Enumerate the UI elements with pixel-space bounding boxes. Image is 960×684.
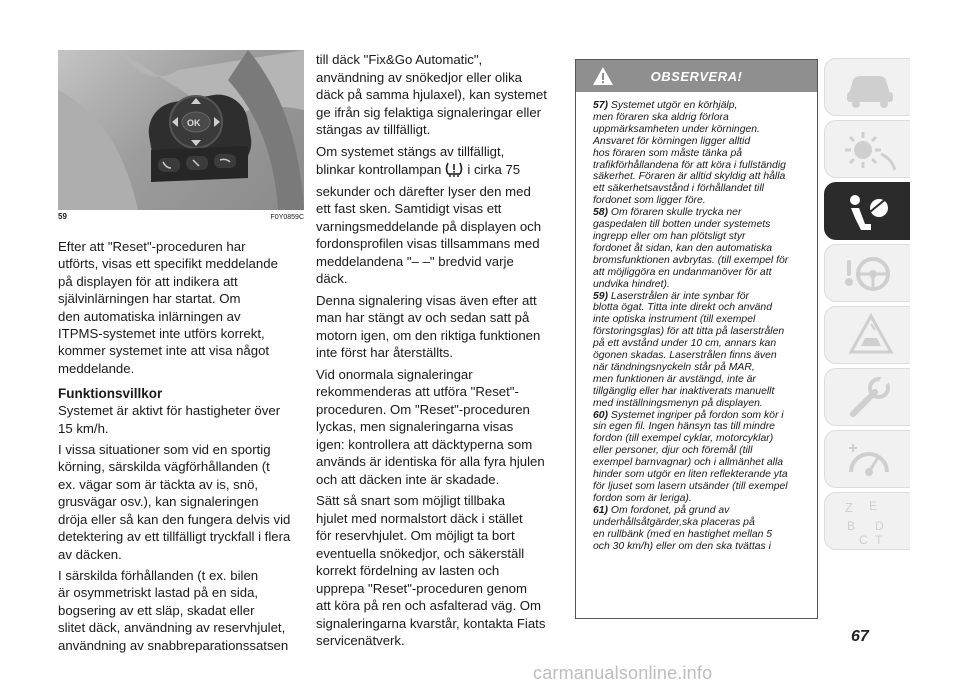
nav-tab-starting[interactable] [824,244,910,302]
note-line: hos föraren som måste tänka på [593,147,743,159]
text-line: är osymmetriskt lastad på en sida, [58,585,259,601]
text-line: för reservhjulet. Om möjligt ta bort [316,528,515,543]
text-line: signaleringarna kvarstår, kontakta Fiats [316,615,546,631]
note-59 [593,291,817,410]
note-line: fordon som är leriga). [593,492,692,504]
note-number: 61) [593,504,609,516]
note-line: en rullbänk (med en hastighet mellan 5 [593,528,773,540]
text-fragment: i cirka 75 [467,162,521,177]
index-letter: C [859,533,868,547]
text-line: på displayen för att indikera att [58,273,238,289]
nav-tab-emergency[interactable] [824,306,910,364]
steering-wheel-controls-photo [58,50,304,210]
note-line: sin egen fil. Ingen hänsyn tas till mindre [593,421,775,433]
note-line: ett säkerhetsavstånd i förhållandet till [593,183,764,195]
text-line-with-icon [316,161,564,182]
text-line: ex. vägar som är täckta av is, snö, [58,476,259,492]
notes-body [576,92,817,552]
note-line: hinder som utgör en liten reflekterande yta [593,469,788,481]
note-line: på ett avstånd under 10 cm, annars kan [593,338,777,350]
nav-tab-maintenance[interactable] [824,368,910,426]
text-line: slitet däck, användning av reservhjulet, [58,620,286,636]
note-line: fordonet åt sidan, kan den automatiska [593,242,773,254]
gauge-settings-icon [841,436,897,484]
note-line: gaspedalen till botten under systemets [593,219,771,231]
paragraph [316,144,564,287]
note-line: med inställningsmenyn på displayen. [593,397,763,409]
nav-tab-safety[interactable] [824,182,910,240]
figure-caption [58,212,304,221]
text-line: bogsering av ett släp, skadat eller [58,602,255,618]
text-line: Om systemet stängs av tillfälligt, [316,143,505,159]
text-line: utförts, visas ett specifikt meddelande [58,256,278,272]
text-line: däck på samma hjulaxel), kan systemet [316,87,547,102]
text-line: korrekt fördelning av lasten och [316,563,500,578]
text-line: rekommenderas att utföra "Reset"- [316,384,519,399]
note-line: ingrepp eller om han plötsligt styr [593,230,746,242]
text-line: I särskilda förhållanden (t ex. bilen [58,567,259,583]
note-text: Om fordonet, på grund av [610,504,730,516]
text-line: körning, särskilda vägförhållanden (t [58,459,270,475]
text-line: varningsmeddelande på displayen och [316,218,542,234]
note-number: 58) [593,207,609,219]
nav-tab-dashboard[interactable] [824,58,910,116]
paragraph [316,293,564,361]
text-line: detektering av ett tillfälligt tryckfall i flera [58,529,291,545]
warning-notes-box [575,59,818,619]
note-line: fordonet som ligger före. [593,195,706,207]
text-line: Systemet är aktivt för hastigheter över [58,403,281,419]
note-line: och 30 km/h) eller om den ska tvättas i [593,540,771,552]
note-line: trafikförhållandena för att köra i fullständig [593,159,786,171]
paragraph [316,493,564,649]
note-line: fordon (till exempel cyklar, motorcyklar) [593,433,774,445]
middle-column [316,52,564,651]
text-line: igen: kontrollera att däcktyperna som [316,436,533,452]
nav-tab-technical-data[interactable] [824,430,910,488]
text-line: I vissa situationer som vid en sportig [58,442,271,458]
section-heading: Funktionsvillkor [58,386,163,402]
note-number: 60) [593,409,609,421]
text-line: till däck "Fix&Go Automatic", [316,52,483,67]
text-line: Efter att "Reset"-proceduren har [58,239,246,254]
paragraph [58,442,304,562]
text-line: ge ifrån sig felaktiga signaleringar eller [316,104,542,120]
note-line: underhållsåtgärder,ska placeras på [593,516,755,528]
note-line: undvika hindret). [593,278,670,290]
note-line: ögonen skadas. Laserstrålen finns även [593,350,777,362]
text-line: användning av snökedjor eller olika [316,69,523,85]
index-letter: Z [845,500,853,515]
index-letter: T [875,533,883,547]
note-text: Systemet ingriper på fordon som kör i [610,409,784,421]
paragraph [316,367,564,488]
index-letter: B [847,519,856,533]
airbag-person-icon [841,188,897,236]
nav-tab-lights[interactable] [824,120,910,178]
text-line: meddelandena "– –" bredvid varje [316,253,514,269]
text-fragment: blinkar kontrollampan [316,162,442,177]
text-line: meddelande. [58,360,135,376]
note-line: tillgänglig eller har inaktiverats manuellt [593,385,775,397]
text-line: inte först har återställts. [316,345,454,360]
text-line: ett fast sken. Samtidigt visas ett [316,201,502,216]
text-line: däck. [316,271,348,286]
car-icon [841,64,897,112]
left-column [58,50,304,655]
figure-number: 59 [58,212,67,221]
note-line: Ansvaret för körningen ligger alltid [593,135,751,147]
index-letter: E [869,499,878,513]
alphabet-index-icon [841,498,897,548]
text-line: av däcken. [58,546,122,562]
text-line: lyckas, men signaleringarna visas [316,419,514,434]
note-number: 57) [593,100,609,111]
note-line: för ljuset som lasern utsänder (till exempel [593,481,788,492]
note-57 [593,100,817,207]
chapter-navigation [824,58,910,554]
text-line: dröja eller så kan den fungera delvis vid [58,511,291,527]
text-line: motorn igen, om den riktiga funktionen [316,327,541,343]
text-line: används är identiska för alla fyra hjulen [316,454,545,469]
note-line: exempel barnvagnar) och i allmänhet alla [593,457,784,469]
text-line: och att däcken inte är skadade. [316,471,500,487]
note-line: men funktionen är avstängd, inte är [593,373,756,385]
wrench-icon [841,374,897,422]
text-line: servicenätverk. [316,633,405,648]
text-line: att köra på ren och asfalterad väg. Om [316,598,542,613]
steering-wheel-icon [841,250,897,298]
note-line: men föraren ska aldrig förlora [593,111,729,123]
text-line: användning av snabbreparationssatsen [58,637,289,653]
ok-button-label: OK [187,118,201,128]
page-number: 67 [851,628,869,645]
notes-title: OBSERVERA! [650,68,743,84]
text-line: kommer systemet inte att visa något [58,343,270,359]
warning-car-icon [841,312,897,360]
tire-pressure-warning-icon [444,161,464,182]
note-text: Laserstrålen är inte synbar för [610,290,749,302]
note-60 [593,410,817,505]
note-line: säkerhet. Föraren är alltid skyldig att hålla [593,171,786,183]
note-line: inte optiska instrument (till exempel [593,314,756,326]
note-58 [593,207,817,290]
text-line: Denna signalering visas även efter att [316,292,537,308]
index-letter: D [875,519,884,533]
note-line: blotta ögat. Titta inte direkt och använd [593,302,772,314]
steering-controls-illustration [58,50,304,210]
text-line: stängas av tillfälligt. [316,122,431,137]
note-line: eller personer, djur och föremål (till [593,445,753,457]
paragraph [316,52,564,138]
text-line: ITPMS-systemet inte utförs korrekt, [58,326,265,342]
text-line: eventuella snökedjor, och säkerställ [316,545,525,561]
paragraph [58,403,304,436]
warning-triangle-icon [592,66,614,91]
sun-light-icon [841,126,897,174]
intro-paragraph [58,239,304,376]
note-line: förstoringsglas) för att titta på laserstrålen [593,326,785,338]
note-line: när tändningsnyckeln står på MAR, [593,361,755,373]
watermark: carmanualsonline.info [533,663,713,683]
note-line: uppmärksamheten under körningen. [593,123,760,135]
note-text: Om föraren skulle trycka ner [610,207,742,219]
note-number: 59) [593,290,609,302]
note-line: bromsfunktionen avbrytas. (till exempel för [593,254,789,266]
text-line: man har stängt av och sedan satt på [316,310,530,325]
nav-tab-index[interactable] [824,492,910,550]
note-61 [593,505,817,553]
text-line: Vid onormala signaleringar [316,366,473,382]
text-line: den automatiska inlärningen av [58,308,241,324]
text-line: grusvägar osv.), kan signaleringen [58,494,259,510]
note-text: Systemet utgör en körhjälp, [610,100,738,111]
figure-code: F0Y0859C [270,214,304,221]
notes-header [576,60,817,92]
text-line: Sätt så snart som möjligt tillbaka [316,493,506,508]
text-line: självinlärningen har startat. Om [58,291,241,307]
text-line: fordonsprofilen visas tillsammans med [316,236,540,251]
note-line: att möjliggöra en undanmanöver för att [593,266,772,278]
text-line: sekunder och därefter lyser den med [316,183,531,199]
text-line: proceduren. Om "Reset"-proceduren [316,401,530,417]
text-line: 15 km/h. [58,420,109,436]
text-line: hjulet med normalstort däck i stället [316,510,523,526]
text-line: upprepa "Reset"-proceduren genom [316,580,527,596]
paragraph [58,568,304,653]
